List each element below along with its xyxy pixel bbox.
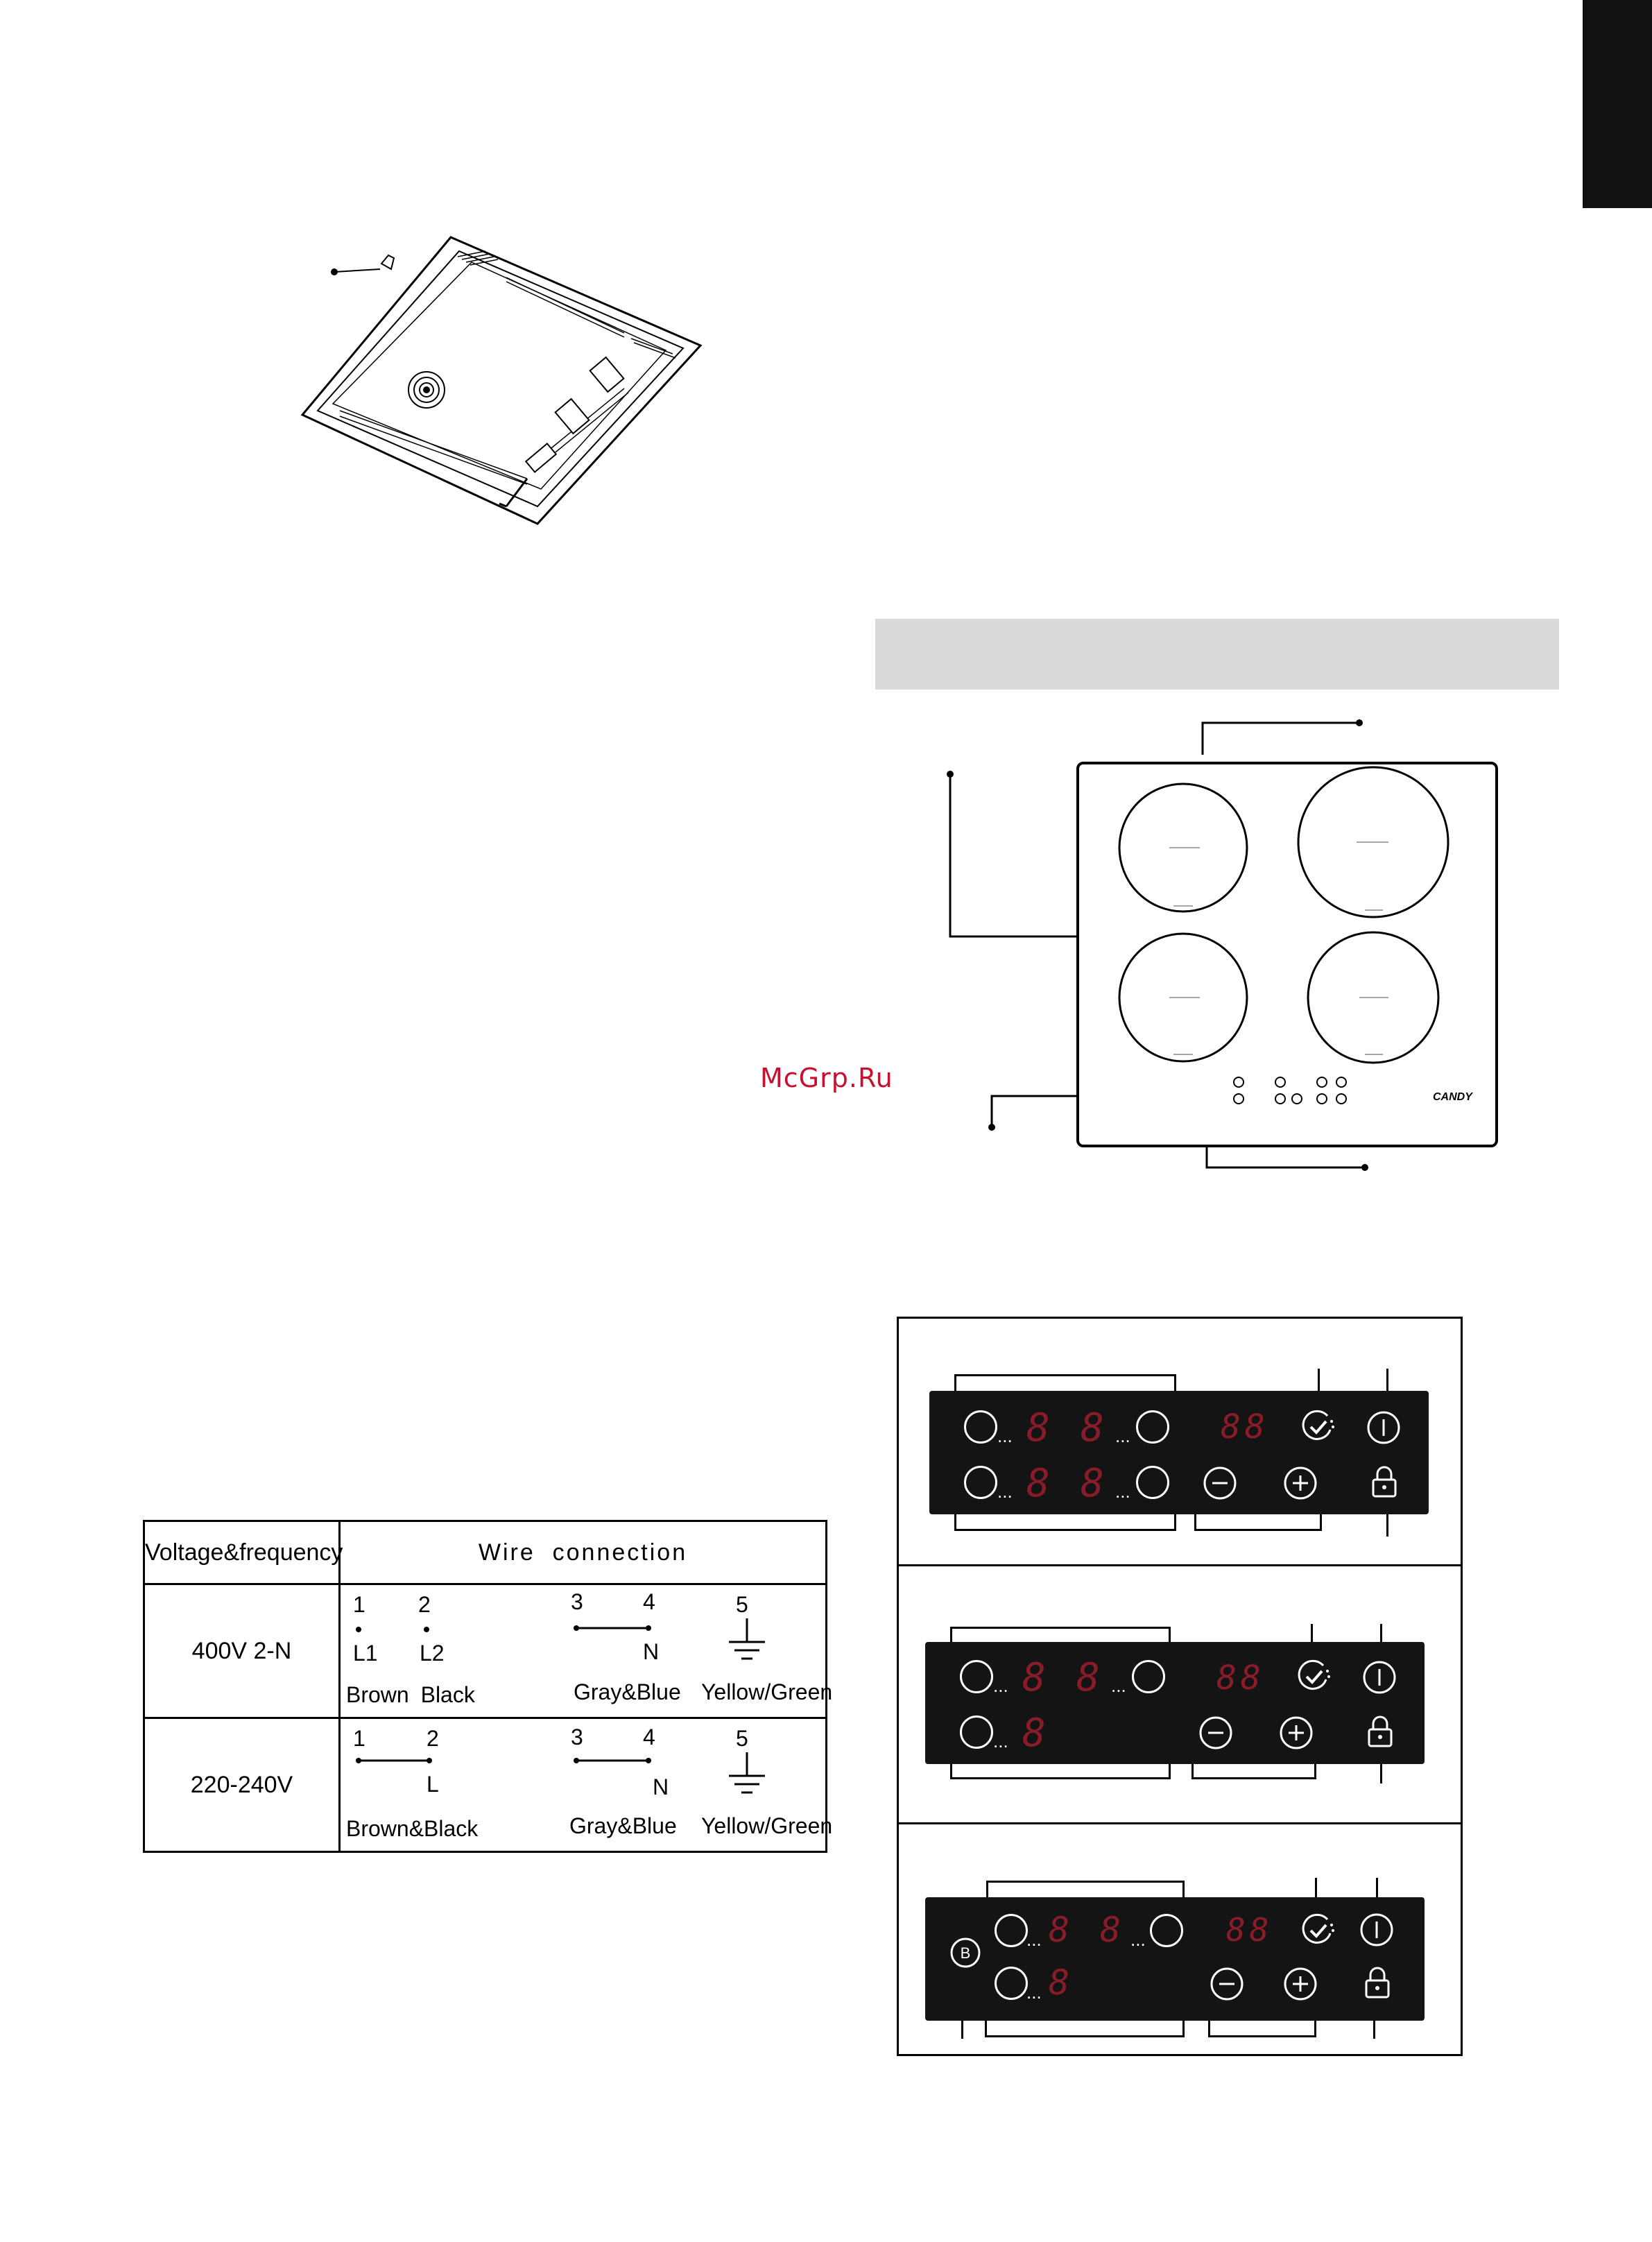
timer-leader [1315, 1878, 1317, 1897]
label-l1: L1 [353, 1641, 378, 1666]
boost-button[interactable] [949, 1936, 982, 1969]
zone-selectors-bracket-bottom [954, 1514, 1176, 1531]
wire-brown-and-black: Brown&Black [346, 1816, 479, 1841]
zone-display: 8 [1049, 1910, 1074, 1950]
label-l2: L2 [420, 1641, 445, 1666]
zone-selectors-bracket-top [954, 1374, 1176, 1391]
wire-yellow-green: Yellow/Green [701, 1679, 833, 1704]
timer-display: 88 [1221, 1407, 1269, 1446]
wire-connection-220v [340, 1718, 833, 1852]
power-icon[interactable] [1362, 1660, 1397, 1695]
power-icon[interactable] [1366, 1410, 1401, 1445]
zone-selectors-bracket-top [986, 1881, 1185, 1897]
divider [899, 1564, 1461, 1566]
timer-icon[interactable] [1296, 1659, 1334, 1695]
minus-icon[interactable] [1203, 1466, 1237, 1500]
wiring-symbols-400v [341, 1585, 826, 1717]
hob-top-view-diagram [902, 708, 1526, 1179]
zone-dots: ... [1111, 1675, 1126, 1696]
control-panel-boost [925, 1897, 1425, 2021]
terminal-4: 4 [643, 1589, 655, 1614]
zone-select-button[interactable] [1136, 1410, 1169, 1444]
hob-underside-drawing [298, 229, 714, 534]
wire-connection-400v [340, 1584, 833, 1718]
timer-icon[interactable] [1300, 1409, 1339, 1445]
control-panel-4-zone [929, 1391, 1429, 1514]
zone-display: 8 [1049, 1962, 1074, 2003]
voltage-220v: 220-240V [144, 1718, 340, 1852]
terminal-3: 3 [571, 1589, 583, 1614]
zone-dots: ... [1026, 1982, 1042, 2003]
power-leader [1380, 1624, 1382, 1642]
zone-select-button[interactable] [995, 1967, 1028, 2000]
control-panel-variants [897, 1317, 1463, 2056]
terminal-5: 5 [736, 1726, 748, 1751]
zone-selectors-bracket-top [950, 1627, 1171, 1642]
power-leader [1386, 1369, 1388, 1391]
brand-logo: CANDY [1433, 1091, 1472, 1103]
timer-display: 88 [1216, 1659, 1265, 1697]
zone-display: 8 [1100, 1910, 1126, 1950]
zone-dots: ... [997, 1426, 1013, 1446]
watermark: McGrp.Ru [760, 1063, 893, 1093]
timer-leader [1311, 1624, 1313, 1642]
zone-select-button[interactable] [1136, 1466, 1169, 1499]
zone-display: 8 [1081, 1461, 1108, 1506]
timer-display: 88 [1226, 1911, 1273, 1949]
boost-leader [961, 2021, 963, 2039]
wire-yellow-green: Yellow/Green [701, 1813, 833, 1838]
plus-icon[interactable] [1279, 1715, 1314, 1750]
zone-dots: ... [1026, 1929, 1042, 1950]
zone-selectors-bracket-bottom [985, 2021, 1185, 2037]
terminal-4: 4 [643, 1725, 655, 1749]
voltage-400v: 400V 2-N [144, 1584, 340, 1718]
header-wire-connection: Wire connection [340, 1521, 827, 1584]
terminal-5: 5 [736, 1592, 748, 1617]
lock-icon[interactable] [1365, 1714, 1395, 1750]
zone-dots: ... [993, 1731, 1008, 1752]
zone-select-button[interactable] [960, 1715, 993, 1749]
wire-gray-blue: Gray&Blue [574, 1679, 681, 1704]
zone-select-button[interactable] [960, 1660, 993, 1693]
timer-icon[interactable] [1300, 1912, 1339, 1949]
timer-leader [1318, 1369, 1320, 1391]
slider-bracket [1191, 1764, 1316, 1779]
terminal-1: 1 [353, 1726, 365, 1751]
header-voltage: Voltage&frequency [144, 1521, 340, 1584]
zone-select-button[interactable] [964, 1410, 997, 1444]
wiring-table [143, 1520, 833, 1853]
label-l: L [427, 1772, 439, 1797]
power-leader [1376, 1878, 1378, 1897]
zone-display: 8 [1081, 1405, 1108, 1451]
language-tab [1583, 0, 1652, 208]
lock-icon[interactable] [1369, 1464, 1400, 1500]
lock-leader [1380, 1764, 1382, 1783]
zone-display: 8 [1022, 1711, 1050, 1756]
zone-selectors-bracket-bottom [950, 1764, 1171, 1779]
zone-dots: ... [1130, 1929, 1146, 1950]
wire-brown-black: Brown Black [346, 1682, 475, 1707]
label-n: N [643, 1639, 660, 1664]
control-panel-3-zone [925, 1642, 1425, 1764]
terminal-2: 2 [418, 1592, 431, 1617]
terminal-2: 2 [427, 1726, 439, 1751]
zone-dots: ... [993, 1675, 1008, 1696]
divider [899, 1822, 1461, 1824]
minus-icon[interactable] [1198, 1715, 1233, 1750]
section-heading-band [875, 619, 1559, 690]
zone-select-button[interactable] [964, 1466, 997, 1499]
lock-leader [1373, 2021, 1375, 2039]
zone-dots: ... [1115, 1426, 1130, 1446]
label-n: N [653, 1774, 669, 1799]
slider-bracket [1194, 1514, 1322, 1531]
lock-icon[interactable] [1362, 1965, 1393, 2001]
zone-dots: ... [1115, 1481, 1130, 1502]
slider-bracket [1208, 2021, 1316, 2037]
plus-icon[interactable] [1283, 1466, 1318, 1500]
power-icon[interactable] [1359, 1912, 1394, 1947]
zone-display: 8 [1026, 1461, 1054, 1506]
wire-gray-blue: Gray&Blue [569, 1813, 677, 1838]
terminal-3: 3 [571, 1725, 583, 1749]
zone-display: 8 [1026, 1405, 1054, 1451]
zone-display: 8 [1076, 1655, 1104, 1700]
boost-label: B [960, 1944, 971, 1962]
zone-select-button[interactable] [995, 1914, 1028, 1947]
wiring-symbols-220v [341, 1719, 826, 1851]
minus-icon[interactable] [1210, 1967, 1244, 2001]
lock-leader [1386, 1514, 1388, 1537]
zone-select-button[interactable] [1132, 1660, 1165, 1693]
zone-select-button[interactable] [1150, 1914, 1183, 1947]
plus-icon[interactable] [1283, 1967, 1318, 2001]
zone-display: 8 [1022, 1655, 1050, 1700]
terminal-1: 1 [353, 1592, 365, 1617]
zone-dots: ... [997, 1481, 1013, 1502]
